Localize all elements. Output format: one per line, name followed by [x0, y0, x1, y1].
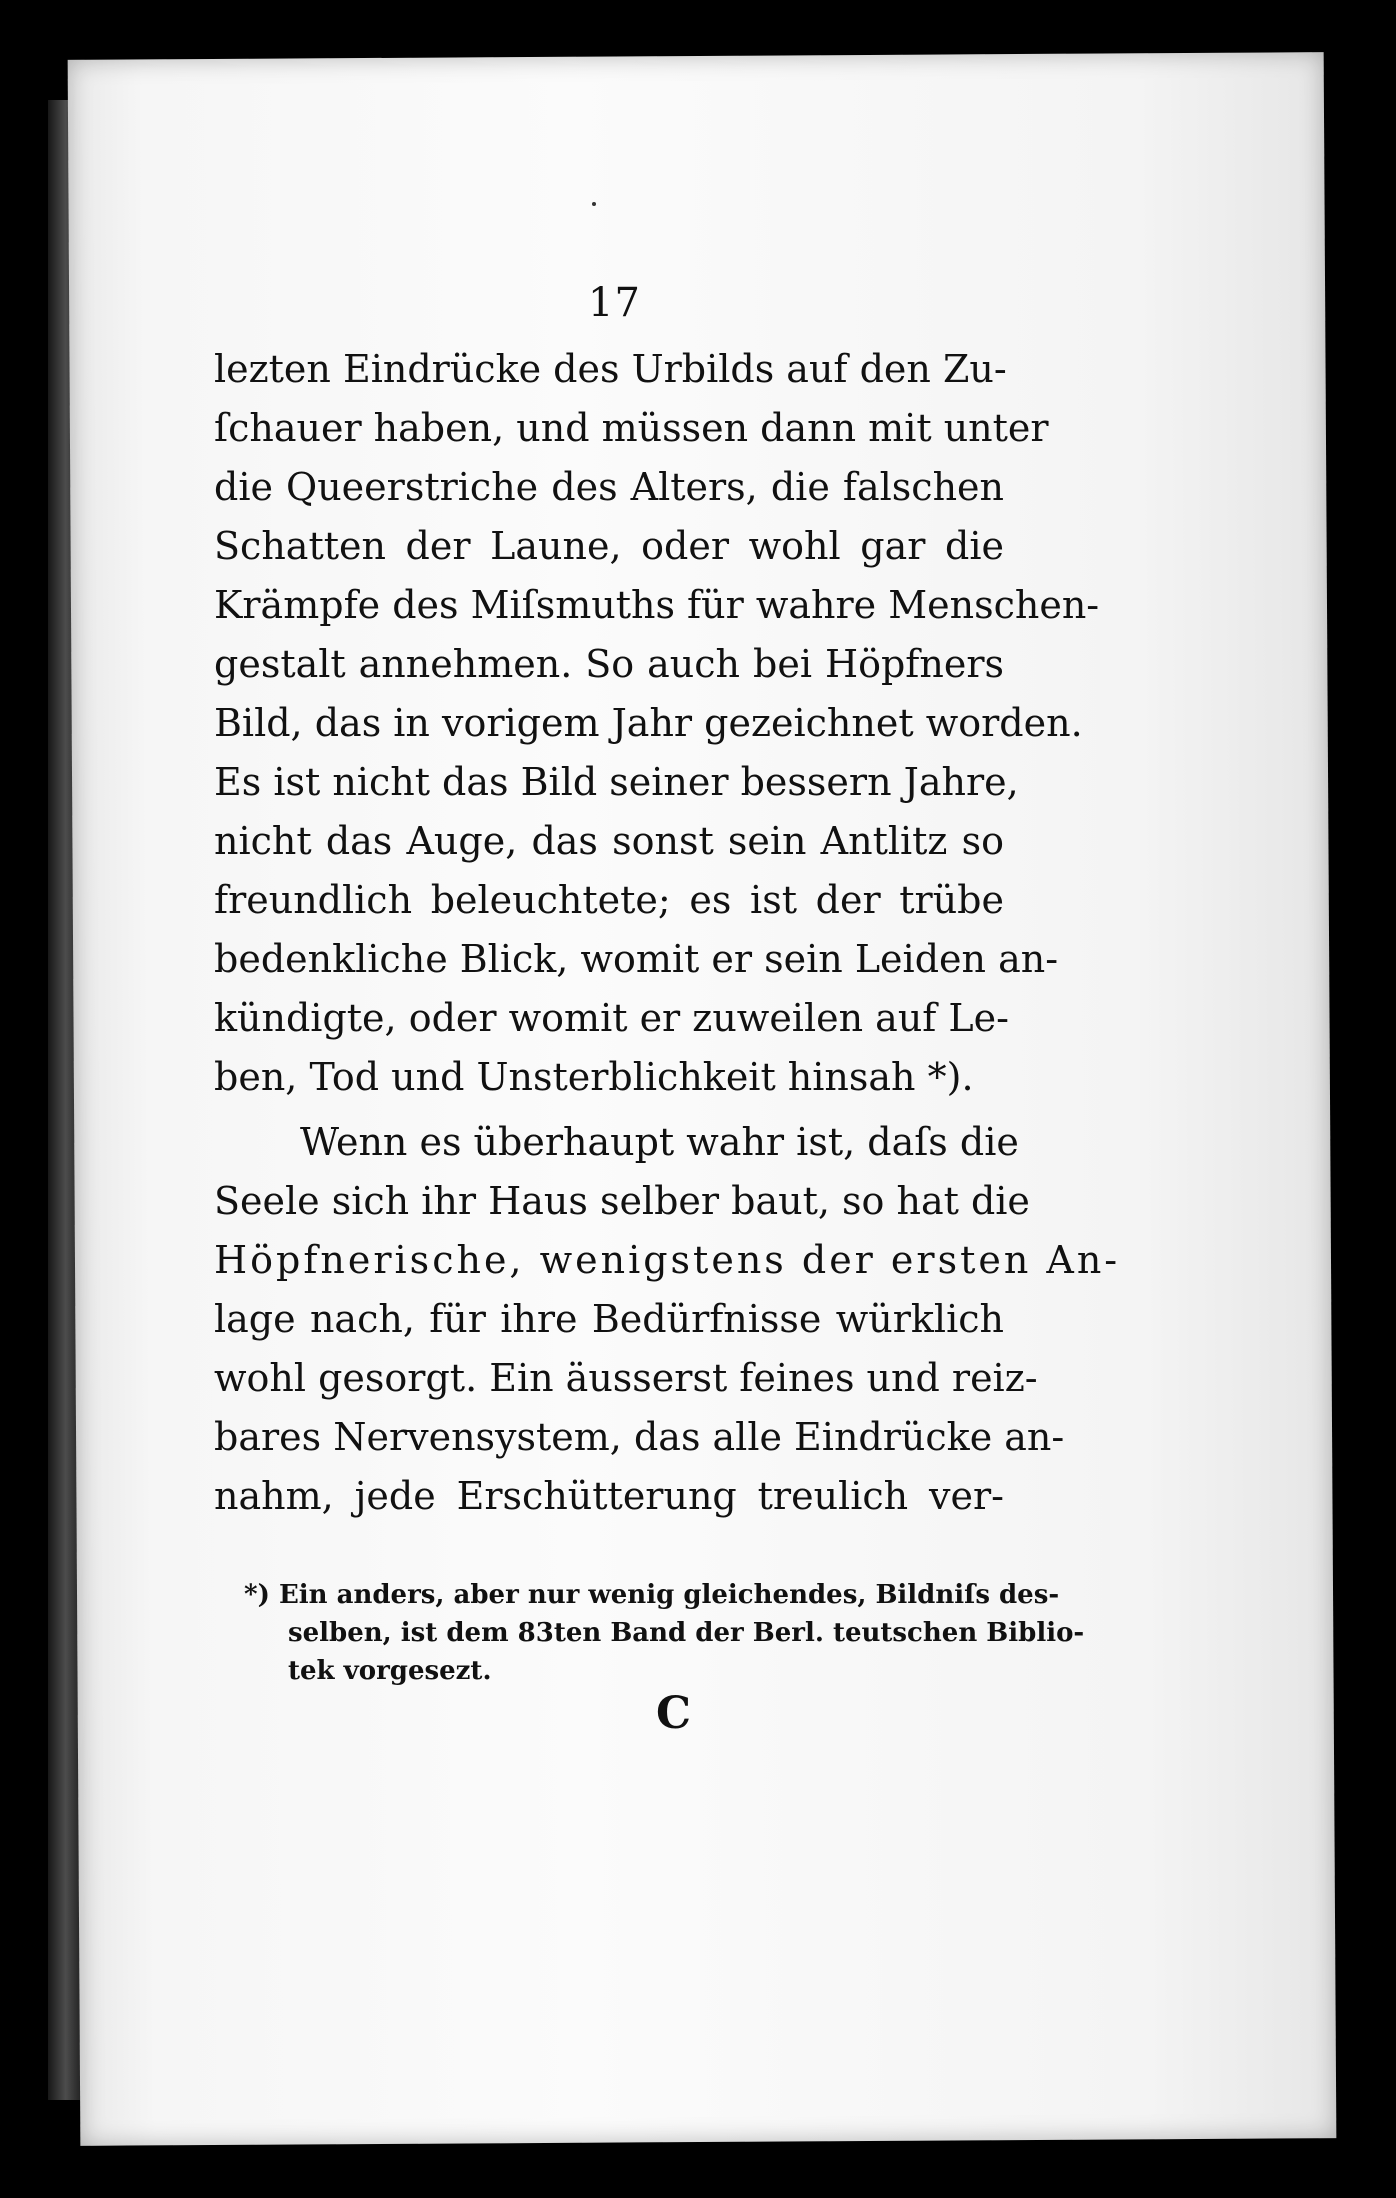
signature-mark: C [656, 1688, 692, 1739]
text-line: die Queerstriche des Alters, die falschen [214, 465, 1004, 509]
text-line: Es ist nicht das Bild seiner bessern Jahre, [214, 760, 1019, 804]
text-line: Bild, das in vorigem Jahr gezeichnet worden. [214, 701, 1083, 745]
text-line: freundlich beleuchtete; es ist der trübe [214, 878, 1004, 922]
text-line: bedenkliche Blick, womit er sein Leiden an- [214, 937, 1059, 981]
text-line: Höpfnerische, wenigstens der ersten An- [214, 1238, 1121, 1282]
page-number: 17 [588, 280, 641, 326]
footnote-line: selben, ist dem 83ten Band der Berl. teutschen Biblio- [288, 1618, 1085, 1648]
text-line: Krämpfe des Miſsmuths für wahre Menschen- [214, 583, 1100, 627]
text-line: kündigte, oder womit er zuweilen auf Le- [214, 996, 1009, 1040]
text-line: lezten Eindrücke des Urbilds auf den Zu- [214, 347, 1007, 391]
text-line: Seele sich ihr Haus selber baut, so hat die [214, 1179, 1030, 1223]
footnote-line: *) Ein anders, aber nur wenig gleichendes, Bildniſs des- [244, 1580, 1060, 1610]
text-line: ben, Tod und Unsterblichkeit hinsah *). [214, 1055, 974, 1099]
footnote-line: tek vorgesezt. [288, 1656, 492, 1686]
text-line: gestalt annehmen. So auch bei Höpfners [214, 642, 1004, 686]
text-line: nahm, jede Erschütterung treulich ver- [214, 1474, 1004, 1518]
text-line: nicht das Auge, das sonst sein Antlitz so [214, 819, 1004, 863]
text-line: Schatten der Laune, oder wohl gar die [214, 524, 1004, 568]
text-line: ſchauer haben, und müssen dann mit unter [214, 406, 1049, 450]
ink-speck [592, 202, 596, 206]
text-line: wohl gesorgt. Ein äusserst feines und reiz- [214, 1356, 1038, 1400]
text-line: bares Nervensystem, das alle Eindrücke an- [214, 1415, 1065, 1459]
text-line: lage nach, für ihre Bedürfnisse würklich [214, 1297, 1004, 1341]
text-line: Wenn es überhaupt wahr ist, daſs die [300, 1120, 1019, 1164]
